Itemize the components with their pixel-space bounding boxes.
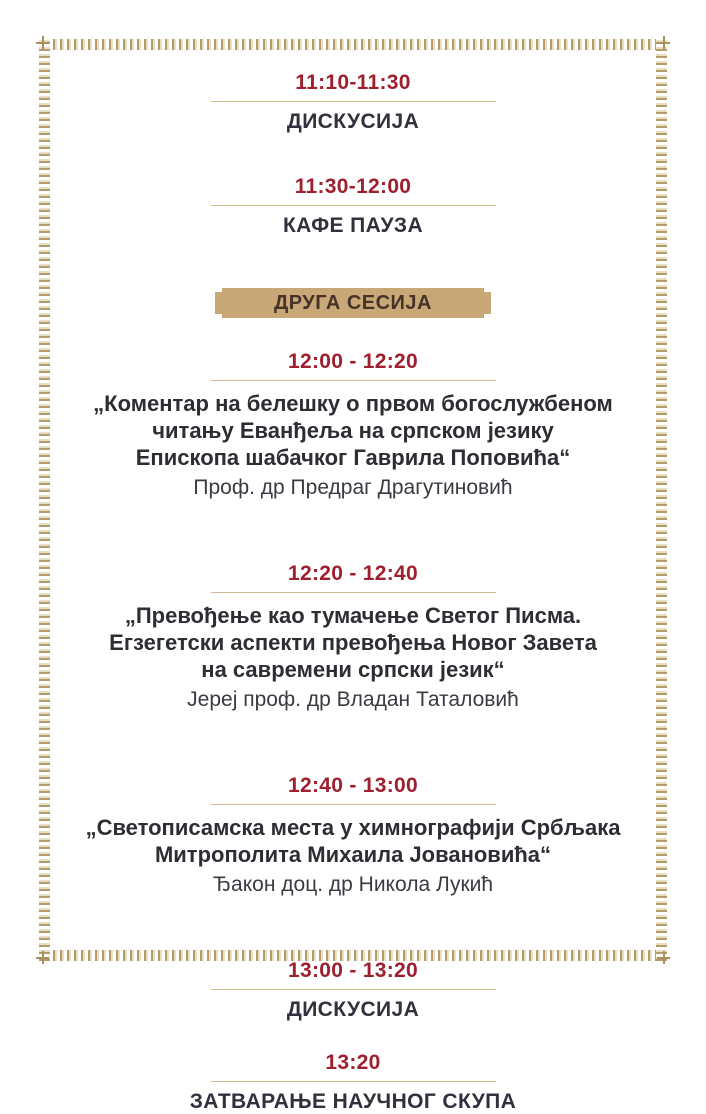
talk-title-line: „Коментар на белешку о првом богослужбеном [93,391,613,416]
talk-title-line: на савремени српски језик“ [201,657,505,682]
event-label: ДИСКУСИЈА [286,110,420,133]
decorative-border-top [39,39,667,50]
talk-title-line: „Светописамска места у химнографији Србљака [85,815,621,840]
talk-title-line: Митрополита Михаила Јовановића“ [154,842,552,867]
schedule-content [58,58,648,1114]
talk-item [58,533,648,712]
schedule-item [58,58,648,134]
talk-title-line: Епископа шабачког Гаврила Поповића“ [135,445,571,470]
time-label: 11:30-12:00 [211,176,496,206]
talk-speaker: Проф. др Предраг Драгутиновић [193,476,513,499]
time-label: 12:20 - 12:40 [211,563,496,593]
event-label: ЗАТВАРАЊЕ НАУЧНОГ СКУПА [189,1090,517,1113]
schedule-item [58,162,648,238]
talk-title [58,390,648,471]
schedule-item [58,1022,648,1114]
talk-item [58,318,648,500]
session-banner: ДРУГА СЕСИЈА [222,288,484,318]
time-label: 13:00 - 13:20 [211,960,496,990]
corner-cross-icon [657,951,670,964]
schedule-item [58,930,648,1022]
decorative-border-right [656,39,667,961]
decorative-border-left [39,39,50,961]
talk-title [58,602,648,683]
time-label: 12:00 - 12:20 [211,351,496,381]
corner-cross-icon [657,36,670,49]
event-label: ДИСКУСИЈА [286,998,420,1021]
time-label: 11:10-11:30 [211,72,496,102]
talk-speaker: Ђакон доц. др Никола Лукић [212,873,494,896]
time-label: 13:20 [211,1052,496,1082]
talk-speaker: Јереј проф. др Владан Таталовић [187,688,519,711]
corner-cross-icon [36,951,49,964]
corner-cross-icon [36,36,49,49]
talk-title [58,814,648,868]
event-label: КАФЕ ПАУЗА [282,214,424,237]
talk-title-line: „Превођење као тумачење Светог Писма. [124,603,582,628]
talk-title-line: Егзегетски аспекти превођења Новог Завета [109,630,597,655]
time-label: 12:40 - 13:00 [211,775,496,805]
talk-item [58,745,648,897]
talk-title-line: читању Еванђеља на српском језику [152,418,554,443]
